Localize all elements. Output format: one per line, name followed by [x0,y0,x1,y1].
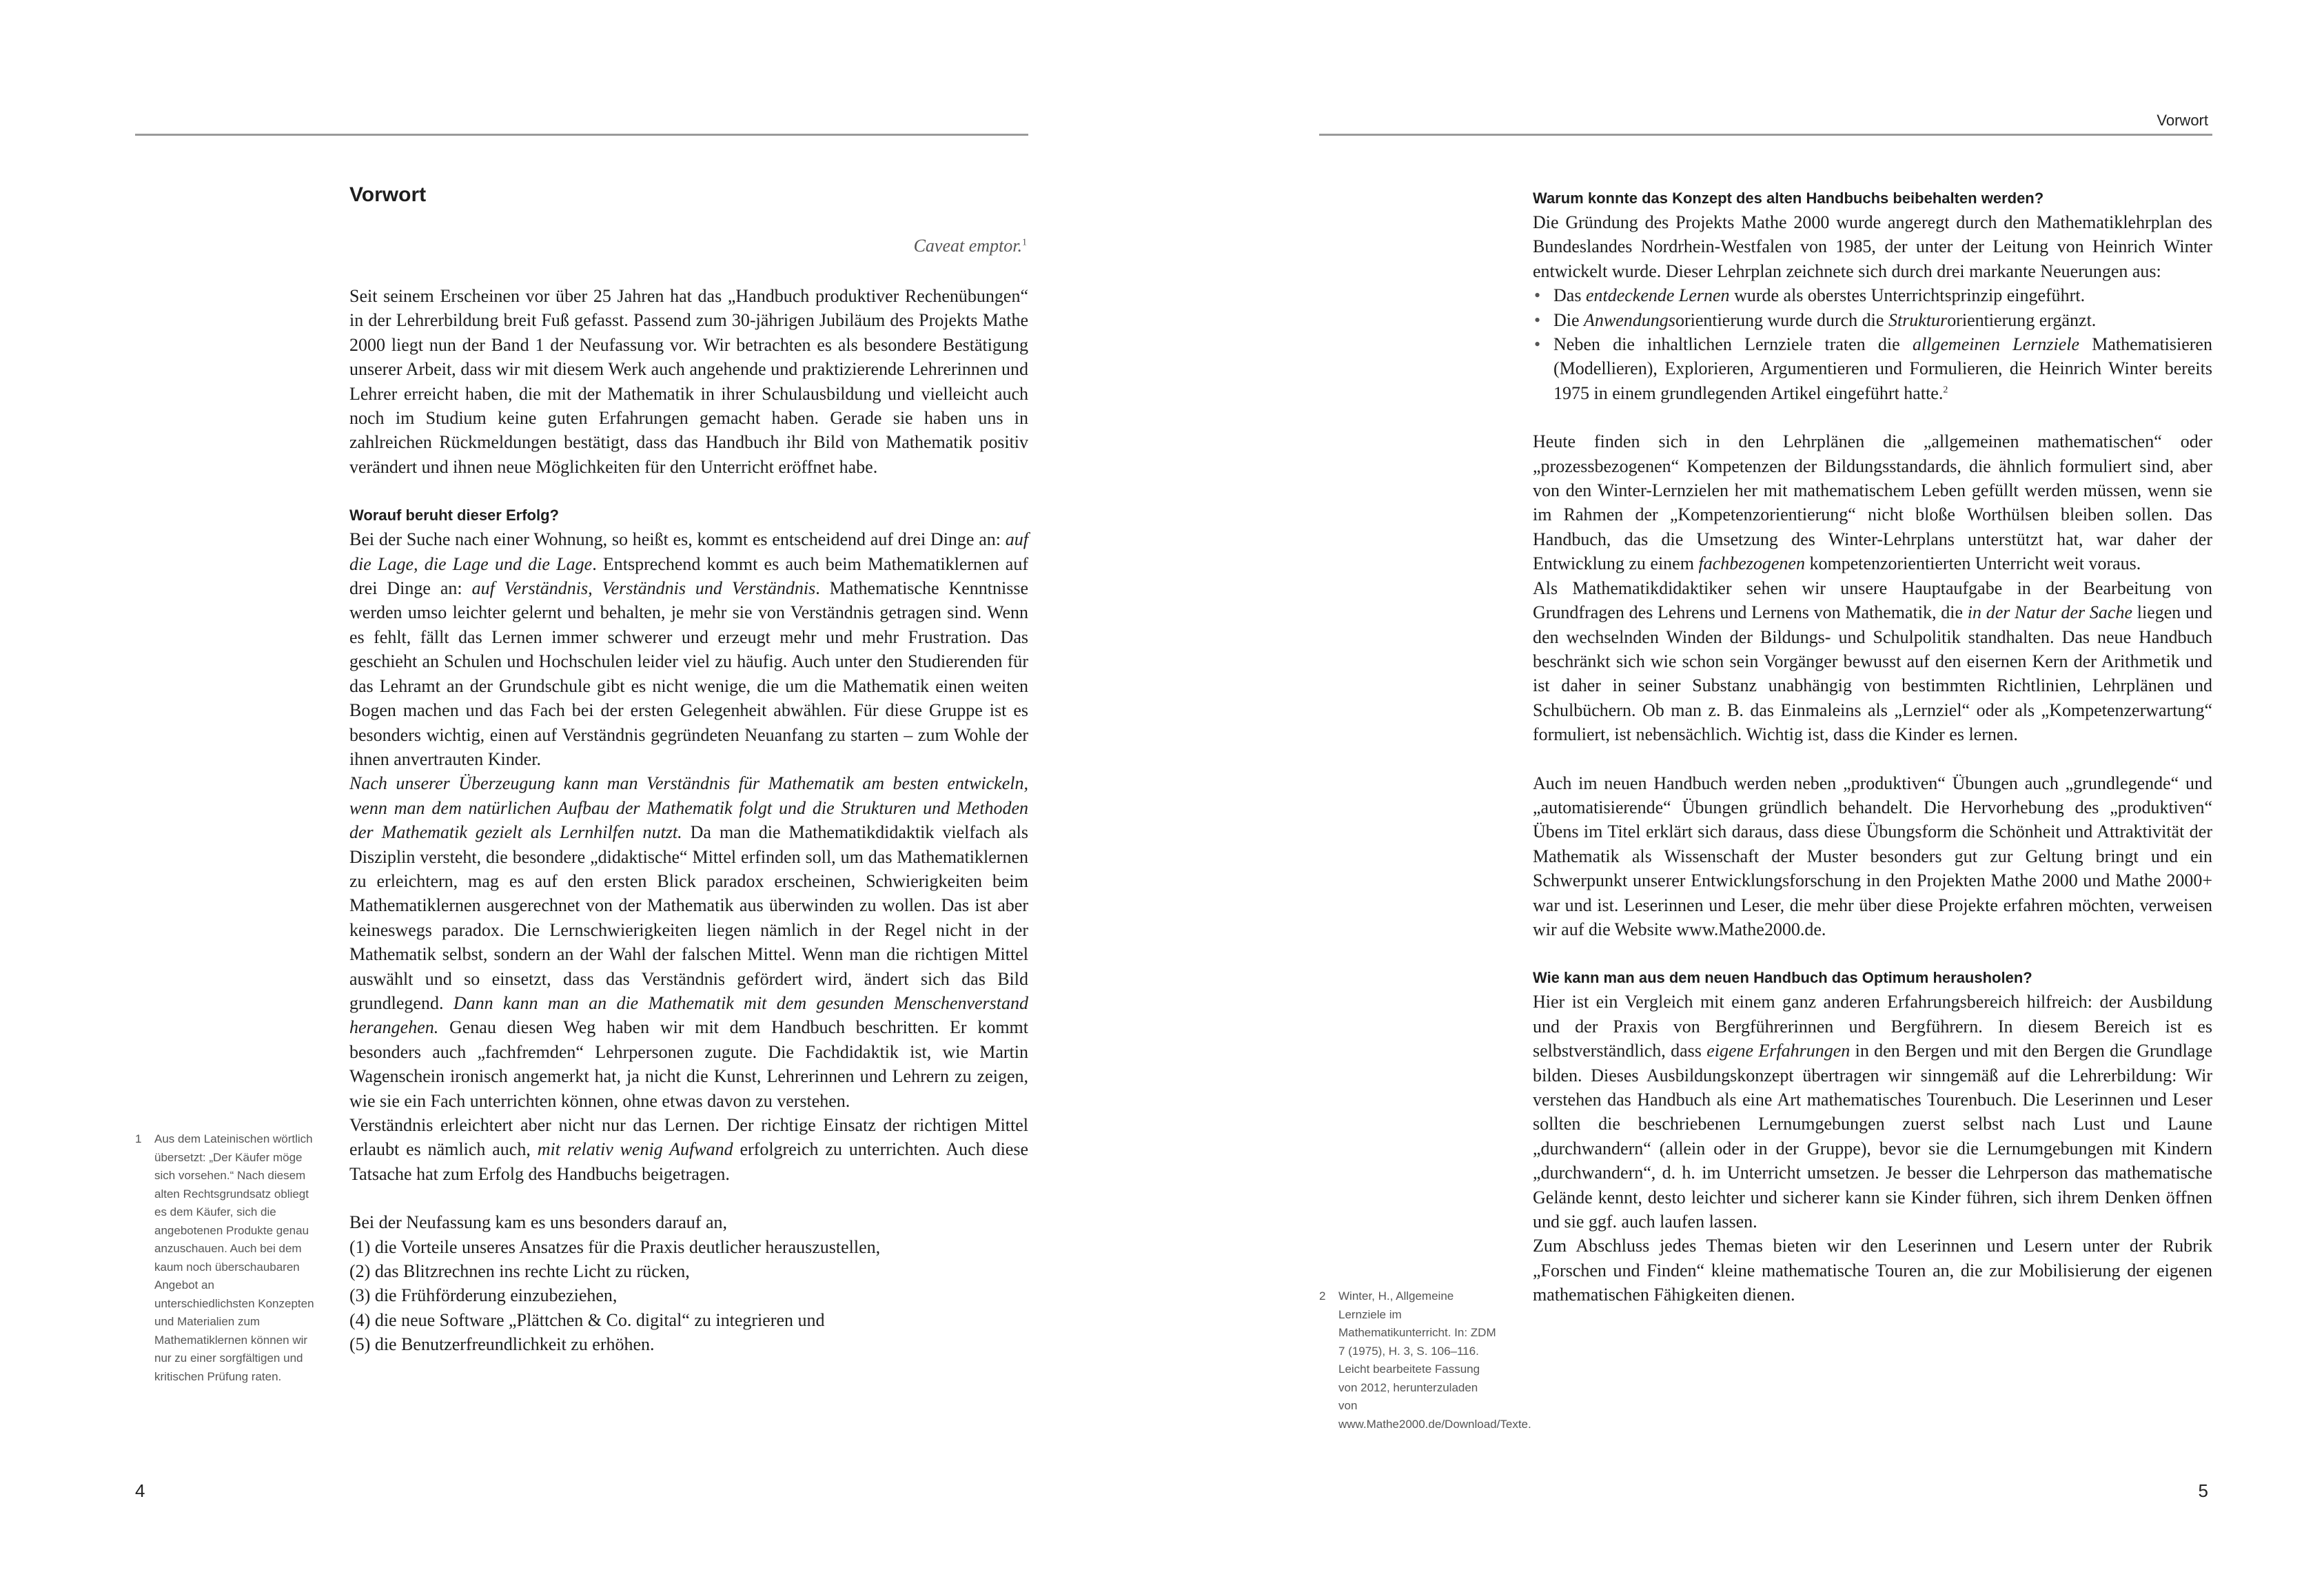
running-head: Vorwort [2157,112,2208,129]
footnote-number: 2 [1319,1289,1326,1303]
neufassung-intro: Bei der Neufassung kam es uns besonders darauf an, [349,1212,728,1233]
paragraph-hauptaufgabe: Als Mathematikdidaktiker sehen wir unsere Hauptaufgabe in der Bearbeitung von Grundfragen des Lehrens und Lernens von Mathematik, die in der Natur der Sache liegen und den wechselnden Winden der Bildungs- und Schulpolitik standhalten. Das neue Handbuch beschränkt sich wie schon sein Vorgänger bewusst auf den eisernen Kern der Arithmetik und ist daher in seiner Substanz unabhängig von bestimmten Richtlinien, Lehrplänen und Schulbüchern. Ob man z. B. das Einmaleins als „Lernziel“ oder als „Kompetenzerwartung“ formuliert, ist nebensächlich. Wichtig ist, dass die Kinder es lernen. [1533,578,2212,745]
neuerungen-list [1533,283,2212,405]
page-number-left: 4 [135,1480,145,1501]
motto-text: Caveat emptor. [913,236,1022,256]
paragraph-bergfuehrer: Hier ist ein Vergleich mit einem ganz anderen Erfahrungsbereich hilfreich: der Ausbildung und der Praxis von Bergführerinnen und Bergführern. In diesem Bereich ist es selbstverständlich, dass eigene Erfahrungen in den Bergen und mit den Bergen die Grundlage bilden. Dieses Ausbildungskonzept übertragen wir sinngemäß auf die Lehrerbildung: Wir verstehen das Handbuch als eine Art mathematisches Tourenbuch. Die Leserinnen und Leser sollten die beschriebenen Lernumgebungen zuerst selbst nach Lust und Laune „durchwandern“ (allein oder in der Gruppe), bevor sie die Lernumgebungen mit Kindern „durchwandern“, d. h. im Unterricht umsetzen. Je besser die Lehrperson das mathematische Gelände kennt, desto leichter und sicherer kann sie Kinder führen, sich ihrem Denken öffnen und sie ggf. auch laufen lassen. [1533,992,2212,1232]
footnote-ref-2: 2 [1943,385,1948,396]
section-heading-erfolg: Worauf beruht dieser Erfolg? [349,507,559,524]
paragraph-forschen: Zum Abschluss jedes Themas bieten wir den Leserinnen und Lesern unter der Rubrik „Forschen und Finden“ kleine mathematische Touren an, die zur Mobilisierung der eigenen mathematischen Fähigkeiten dienen. [1533,1236,2212,1305]
footnote-1 [135,1130,316,1461]
list-item: • Das entdeckende Lernen wurde als oberstes Unterrichtsprinzip eingeführt. [1533,283,2212,307]
footnote-number: 1 [135,1132,142,1145]
section-heading-konzept: Warum konnte das Konzept des alten Handbuchs beibehalten werden? [1533,190,2044,207]
footnote-text: Aus dem Lateinischen wörtlich übersetzt: „Der Käufer möge sich vorsehen.“ Nach diesem alten Rechtsgrundsatz obliegt es dem Käufer, sich die angebotenen Produkte genau anzuschauen. Auch bei dem kaum noch überschaubaren Angebot an unterschiedlichsten Konzepten und Materialien zum Mathematiklernen können wir nur zu einer sorgfältigen und kritischen Prüfung raten. [154,1132,314,1383]
right-text-column [1533,186,2212,1307]
page-number-right: 5 [2198,1480,2208,1501]
paragraph-gruendung: Die Gründung des Projekts Mathe 2000 wurde angeregt durch den Mathematiklehrplan des Bundeslandes Nordrhein-Westfalen von 1985, der unter der Leitung von Heinrich Winter entwickelt wurde. Dieser Lehrplan zeichnete sich durch drei markante Neuerungen aus: [1533,212,2212,281]
neufassung-list [349,1235,1028,1357]
neufassung-item: (5) die Benutzerfreundlichkeit zu erhöhen. [349,1334,655,1355]
intro-paragraph: Seit seinem Erscheinen vor über 25 Jahren hat das „Handbuch produktiver Rechenübungen“ in der Lehrerbildung breit Fuß gefasst. Passend zum 30-jährigen Jubiläum des Projekts Mathe 2000 liegt nun der Band 1 der Neufassung vor. Wir betrachten es als besondere Bestätigung unserer Arbeit, dass wir mit diesem Werk auch angehende und praktizierende Lehrerinnen und Lehrer erreicht haben, die mit der Mathematik in ihrer Schulausbildung und vielleicht auch noch im Studium keine guten Erfahrungen gemacht haben. Gerade sie haben uns in zahlreichen Rückmeldungen bestätigt, dass das Handbuch ihr Bild von Mathematik positiv verändert und ihnen neue Möglichkeiten für den Unterricht eröffnet habe. [349,286,1028,477]
right-header-rule [1319,134,2212,136]
footnote-2 [1319,1287,1531,1467]
paragraph-lehrplaene: Heute finden sich in den Lehrplänen die „allgemeinen mathematischen“ oder „prozessbezogenen“ Kompetenzen der Bildungsstandards, die ähnlich formuliert sind, aber von den Winter-Lernzielen her mit mathematischem Leben gefüllt werden müssen, wenn sie im Rahmen der „Kompetenzorientierung“ nicht bloße Worthülsen bleiben sollen. Das Handbuch, das die Umsetzung des Winter-Lehrplans unterstützt hat, war daher der Entwicklung zu einem fachbezogenen kompetenzorientierten Unterricht weit voraus. [1533,431,2212,574]
paragraph-lage: Bei der Suche nach einer Wohnung, so heißt es, kommt es entscheidend auf drei Dinge an: auf die Lage, die Lage und die Lage. Entsprechend kommt es auch beim Mathematiklernen auf drei Dinge an: auf Verständnis, Verständnis und Verständnis. Mathematische Kenntnisse werden umso leichter gelernt und behalten, je mehr sie von Verständnis getragen sind. Wenn es fehlt, fällt das Lernen immer schwerer und erzeugt mehr und mehr Frustration. Das geschieht an Schulen und Hochschulen leider viel zu häufig. Auch unter den Studierenden für das Lehramt an der Grundschule gibt es nicht wenige, die um die Mathematik einen weiten Bogen machen und das Fach bei der ersten Gelegenheit abwählen. Für diese Gruppe ist es besonders wichtig, einen auf Verständnis gegründeten Neuanfang zu starten – zum Wohle der ihnen anvertrauten Kinder. [349,529,1028,769]
neufassung-item: (2) das Blitzrechnen ins rechte Licht zu rücken, [349,1261,690,1282]
motto [758,236,1027,256]
list-item: • Die Anwendungsorientierung wurde durch die Strukturorientierung ergänzt. [1533,308,2212,332]
neufassung-item: (1) die Vorteile unseres Ansatzes für die Praxis deutlicher herauszustellen, [349,1236,881,1257]
paragraph-aufwand: Verständnis erleichtert aber nicht nur das Lernen. Der richtige Einsatz der richtigen Mittel erlaubt es nämlich auch, mit relativ wenig Aufwand erfolgreich zu unterrichten. Auch diese Tatsache hat zum Erfolg des Handbuchs beigetragen. [349,1115,1028,1184]
left-header-rule [135,134,1028,136]
left-text-column [349,284,1028,1357]
paragraph-ueberzeugung: Nach unserer Überzeugung kann man Verständnis für Mathematik am besten entwickeln, wenn man dem natürlichen Aufbau der Mathematik folgt und die Strukturen und Methoden der Mathematik gezielt als Lernhilfen nutzt. Da man die Mathematikdidaktik vielfach als Disziplin versteht, die besondere „didaktische“ Mittel erfinden soll, um das Mathematiklernen zu erleichtern, mag es auf den ersten Blick paradox erscheinen, Schwierigkeiten beim Mathematiklernen ausgerechnet von der Mathematik aus überwinden zu wollen. Das ist aber keineswegs paradox. Die Lernschwierigkeiten liegen nämlich in der Regel nicht in der Mathematik selbst, sondern an der Wahl der falschen Mittel. Wenn man die richtigen Mittel auswählt und so einsetzt, dass das Verständnis gefördert wird, ändert sich das Bild grundlegend. Dann kann man an die Mathematik mit dem gesunden Menschenverstand herangehen. Genau diesen Weg haben wir mit dem Handbuch beschritten. Er kommt besonders auch „fachfremden“ Lehrpersonen zugute. Die Fachdidaktik ist, wie Martin Wagenschein ironisch angemerkt hat, ja nicht die Kunst, Lehrerinnen und Lehrern zu zeigen, wie sie ein Fach unterrichten können, ohne etwas davon zu verstehen. [349,773,1029,1111]
neufassung-item: (3) die Frühförderung einzubeziehen, [349,1285,618,1306]
footnote-text: Winter, H., Allgemeine Lernziele im Mathematikunterricht. In: ZDM 7 (1975), H. 3, S. 106–116. Leicht bearbeitete Fassung von 2012, herunterzuladen von www.Mathe2000.de/Download/Texte. [1338,1289,1531,1431]
paragraph-produktiv: Auch im neuen Handbuch werden neben „produktiven“ Übungen auch „grundlegende“ und „automatisierende“ Übungen gründlich behandelt. Die Hervorhebung des „produktiven“ Übens im Titel erklärt sich daraus, dass diese Übungsform die Schönheit und Attraktivität der Mathematik als Wissenschaft der Muster besonders gut zur Geltung bringt und ein Schwerpunkt unserer Entwicklungsforschung in den Projekten Mathe 2000 und Mathe 2000+ war und ist. Leserinnen und Leser, die mehr über diese Projekte erfahren möchten, verweisen wir auf die Website www.Mathe2000.de. [1533,773,2212,939]
neufassung-item: (4) die neue Software „Plättchen & Co. digital“ zu integrieren und [349,1309,825,1330]
footnote-ref-1: 1 [1022,237,1027,248]
section-heading-optimum: Wie kann man aus dem neuen Handbuch das Optimum herausholen? [1533,969,2032,987]
page-title: Vorwort [349,183,427,206]
list-item: • Neben die inhaltlichen Lernziele traten die allgemeinen Lernziele Mathematisieren (Modellieren), Explorieren, Argumentieren und Formulieren, die Heinrich Winter bereits 1975 in einem grundlegenden Artikel eingeführt hatte.$^2$ [1533,332,2212,405]
